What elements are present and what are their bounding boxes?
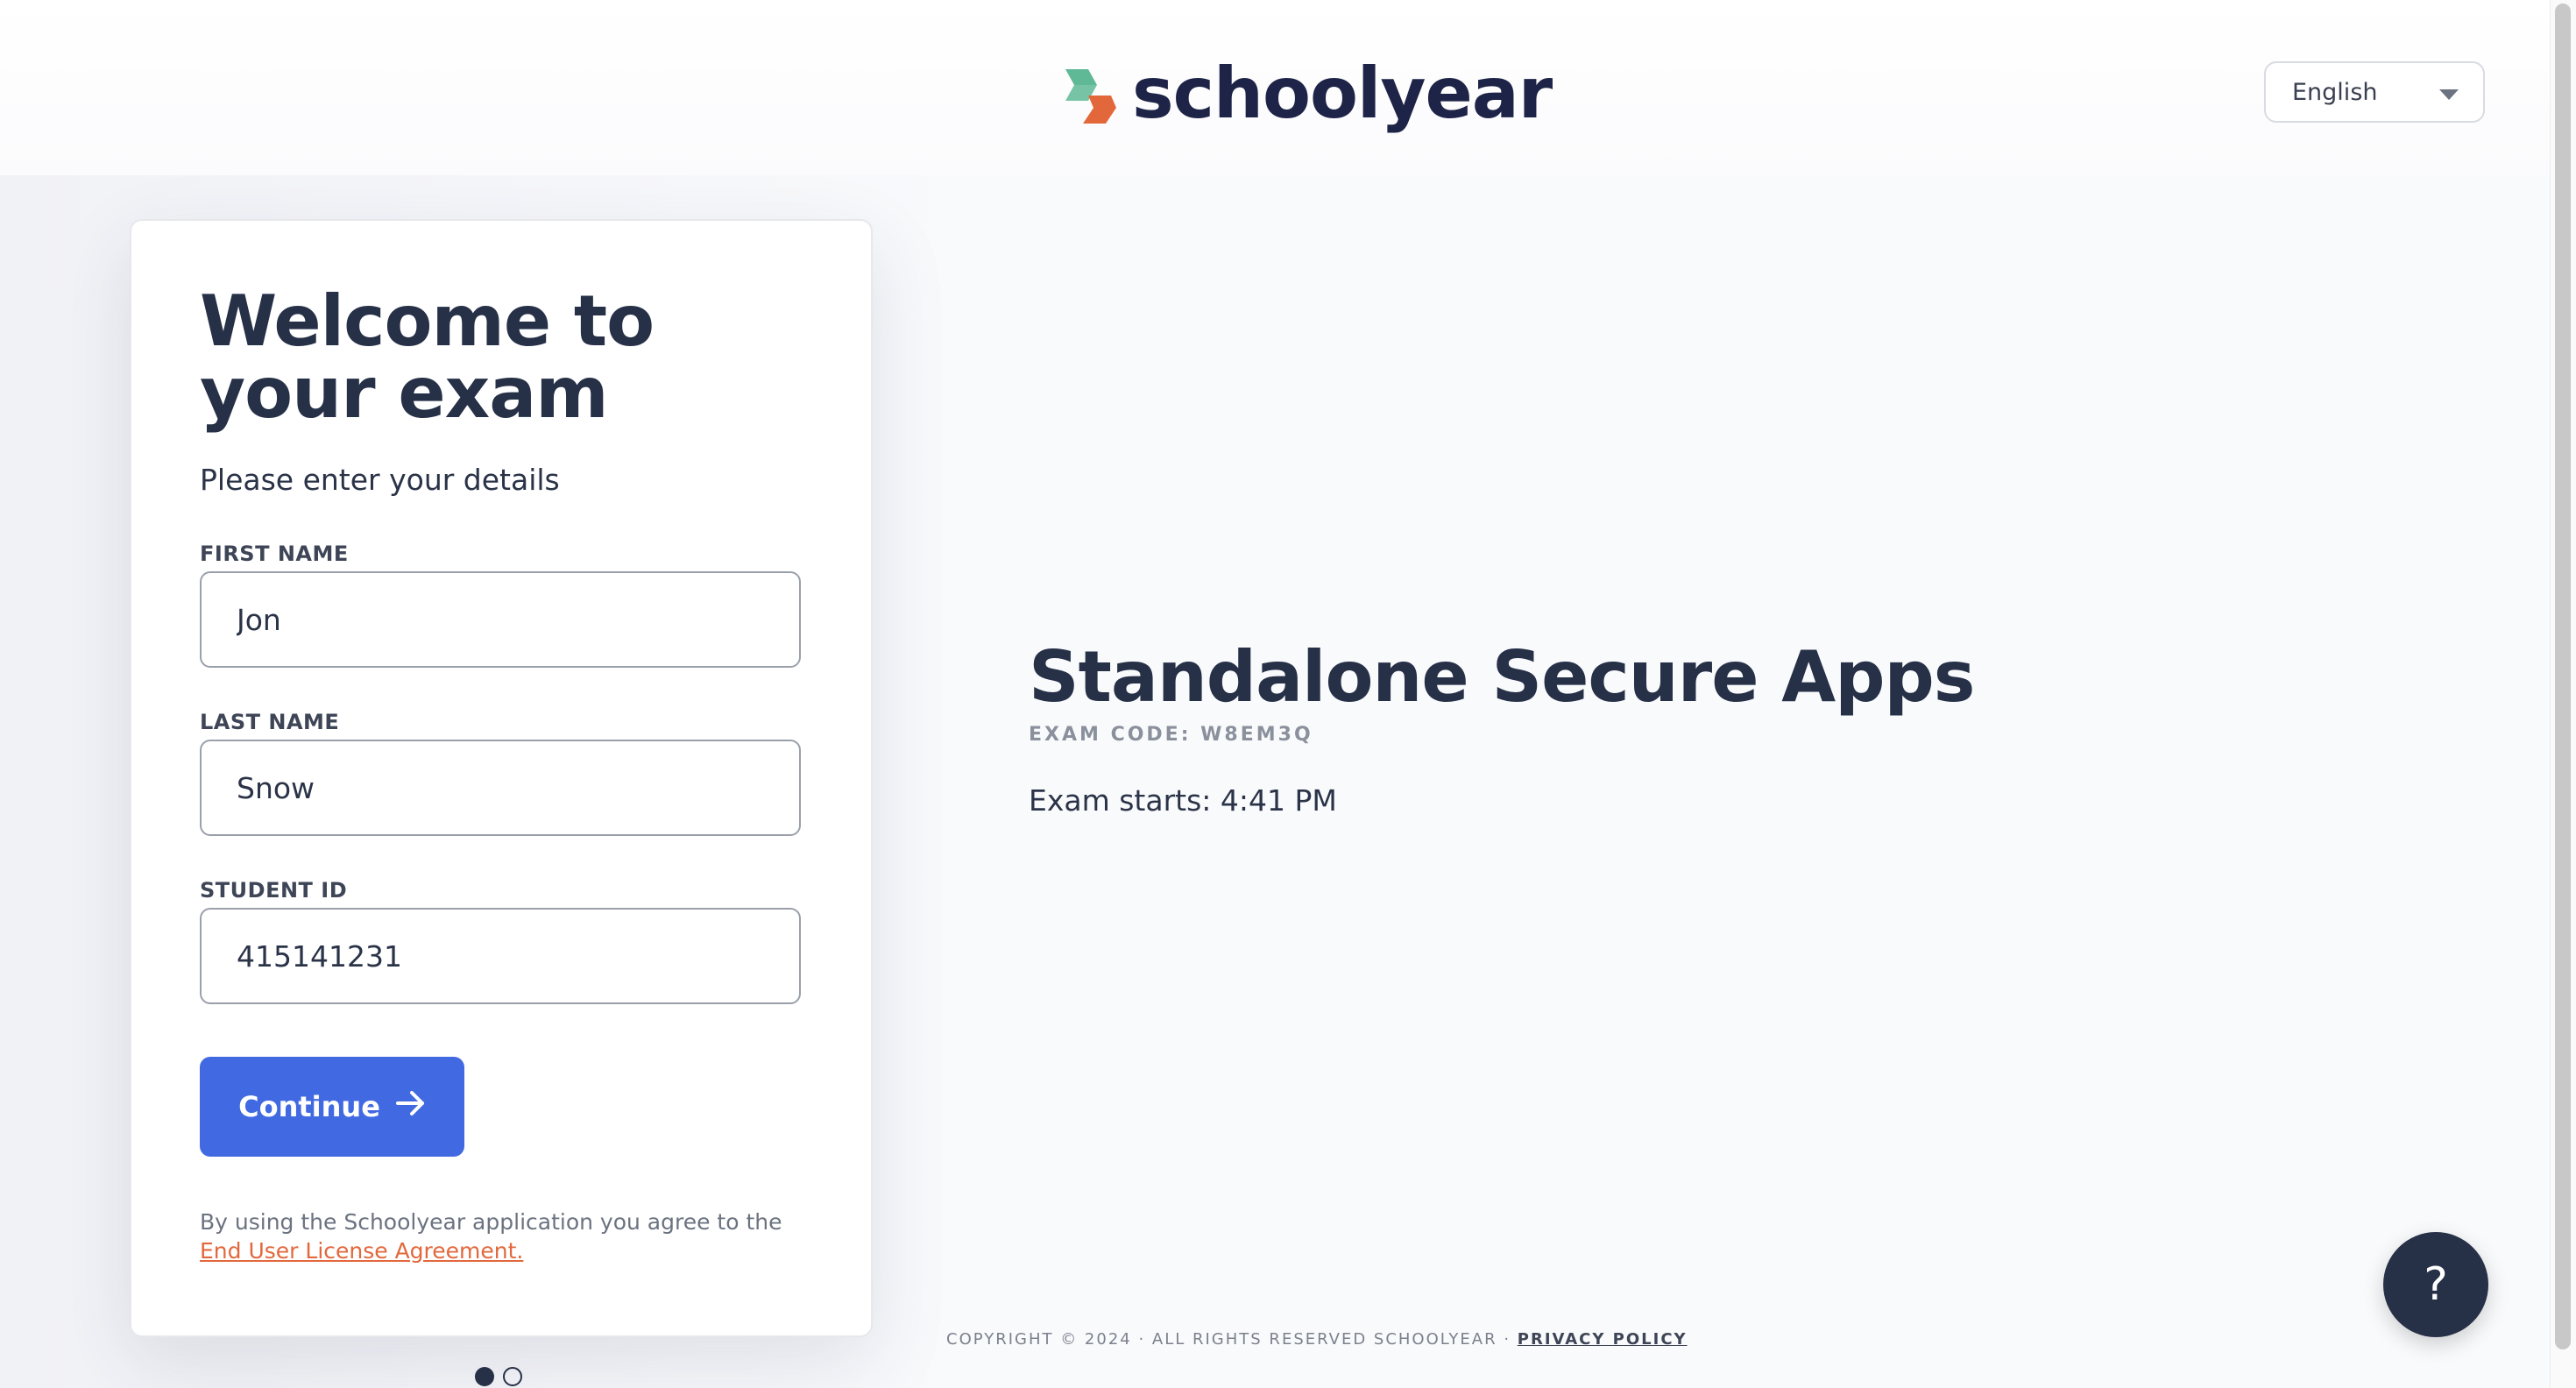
student-id-input[interactable] (200, 908, 801, 1004)
eula-notice (200, 1207, 813, 1265)
eula-link[interactable]: End User License Agreement. (200, 1238, 524, 1264)
footer (946, 1330, 1688, 1349)
student-id-label: STUDENT ID (200, 878, 348, 903)
scrollbar-thumb[interactable] (2555, 4, 2571, 1349)
form-subtitle: Please enter your details (200, 463, 560, 497)
exam-title: Standalone Secure Apps (1029, 636, 1975, 718)
exam-code: EXAM CODE: W8EM3Q (1029, 724, 1313, 746)
arrow-right-icon (396, 1090, 426, 1123)
page-dot-inactive[interactable] (503, 1367, 522, 1386)
schoolyear-logo-mark-icon (1062, 62, 1120, 125)
language-selected-value: English (2292, 78, 2378, 106)
first-name-input[interactable] (200, 571, 801, 668)
last-name-label: LAST NAME (200, 710, 340, 734)
question-mark-icon: ? (2424, 1258, 2448, 1311)
exam-start-time: Exam starts: 4:41 PM (1029, 783, 1337, 818)
continue-button[interactable] (200, 1057, 464, 1157)
page-dot-active[interactable] (475, 1367, 494, 1386)
chevron-down-icon (2439, 89, 2459, 100)
schoolyear-logo (1062, 54, 1552, 133)
help-button[interactable] (2383, 1232, 2488, 1337)
privacy-policy-link[interactable]: PRIVACY POLICY (1517, 1330, 1688, 1349)
brand-name: schoolyear (1132, 53, 1553, 134)
first-name-label: FIRST NAME (200, 542, 349, 566)
page-title: Welcome to your exam (200, 280, 655, 434)
copyright-text: COPYRIGHT © 2024 · ALL RIGHTS RESERVED SCHOOLYEAR · (946, 1330, 1518, 1349)
eula-text: By using the Schoolyear application you agree to the (200, 1209, 782, 1235)
page-indicator (475, 1367, 522, 1386)
continue-button-label: Continue (238, 1090, 380, 1123)
language-select[interactable] (2264, 61, 2485, 123)
last-name-input[interactable] (200, 740, 801, 836)
